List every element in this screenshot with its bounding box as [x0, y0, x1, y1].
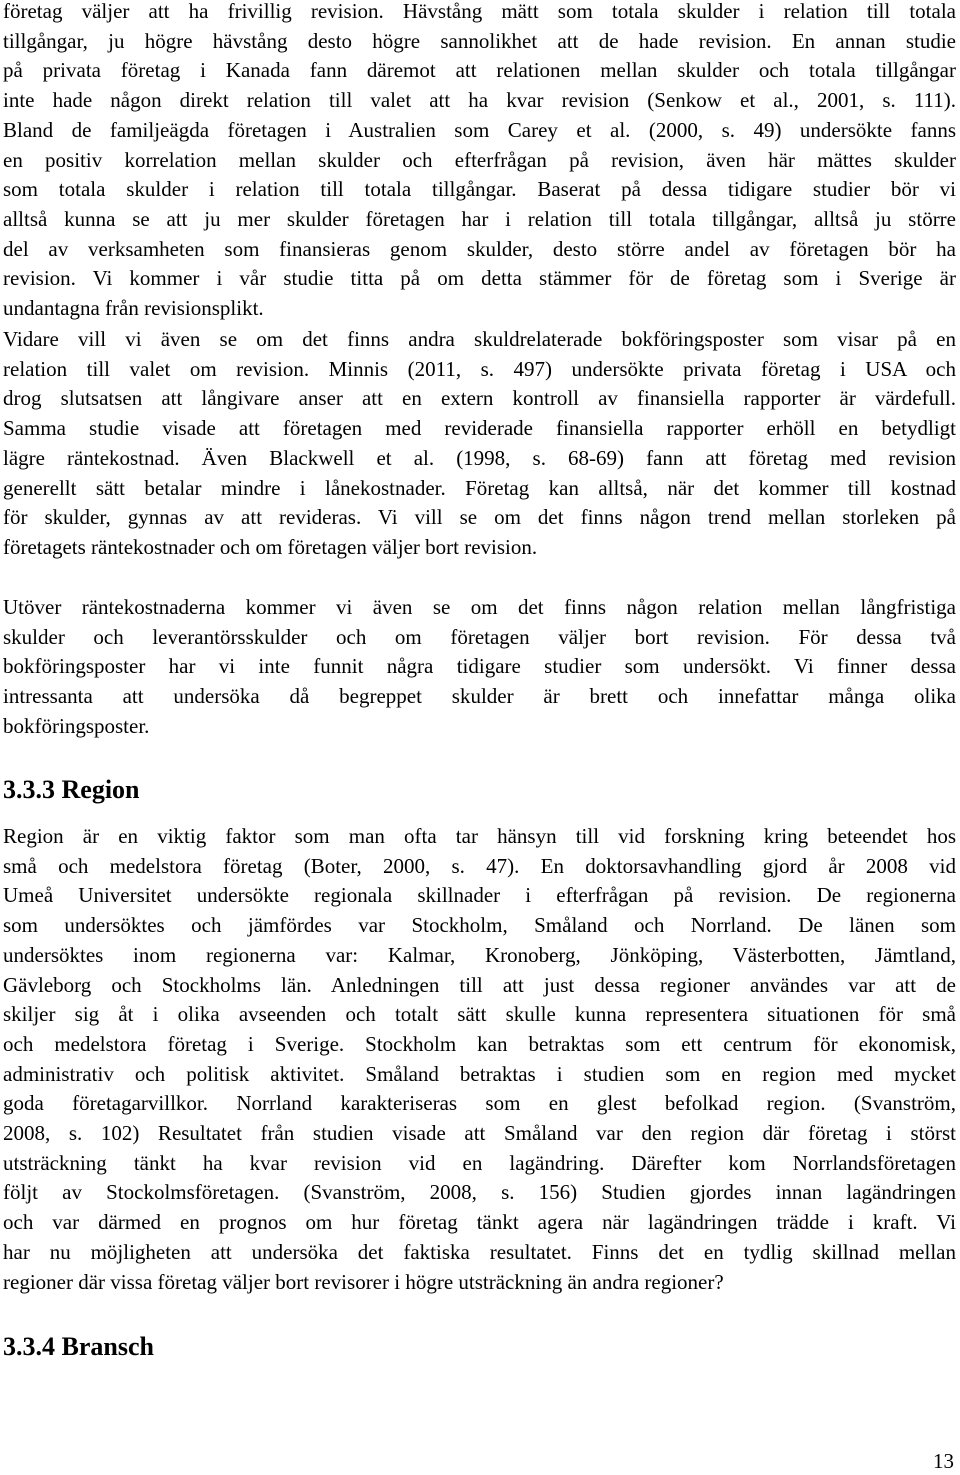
- text-line: företag väljer att ha frivillig revision. Hävstång mätt som totala skulder i relation till totala: [3, 0, 956, 23]
- text-line: regioner där vissa företag väljer bort revisorer i högre utsträckning än andra regioner?: [3, 1269, 724, 1294]
- text-line: relation till valet om revision. Minnis (2011, s. 497) undersökte privata företag i USA och: [3, 356, 956, 381]
- text-line: på privata företag i Kanada fann däremot att relationen mellan skulder och totala tillgångar: [3, 58, 956, 83]
- text-line: administrativ och politisk aktivitet. Småland betraktas i studien som en region med mycket: [3, 1061, 956, 1086]
- text-line: tillgångar, ju högre hävstång desto högre sannolikhet att de hade revision. En annan studie: [3, 28, 956, 53]
- text-line: och medelstora företag i Sverige. Stockholm kan betraktas som ett centrum för ekonomisk,: [3, 1031, 956, 1056]
- text-line: har nu möjligheten att undersöka det faktiska resultatet. Finns det en tydlig skillnad mellan: [3, 1239, 956, 1264]
- text-line: skulder och leverantörsskulder och om företagen väljer bort revision. För dessa två: [3, 624, 956, 649]
- text-line: Vidare vill vi även se om det finns andra skuldrelaterade bokföringsposter som visar på en: [3, 327, 956, 351]
- text-line: lägre räntekostnad. Även Blackwell et al. (1998, s. 68-69) fann att företag med revision: [3, 445, 956, 470]
- text-line: 2008, s. 102) Resultatet från studien visade att Småland var den region där företag i störst: [3, 1121, 956, 1146]
- text-line: alltså kunna se att ju mer skulder företagen har i relation till totala tillgångar, alltså ju större: [3, 206, 956, 231]
- text-line: utsträckning tänkt ha kvar revision vid en lagändring. Därefter kom Norrlandsföretagen: [3, 1150, 956, 1175]
- text-line: revision. Vi kommer i vår studie titta på om detta stämmer för de företag som i Sverige är: [3, 266, 956, 291]
- text-line: Region är en viktig faktor som man ofta tar hänsyn till vid forskning kring beteendet hos: [3, 824, 956, 848]
- text-line: drog slutsatsen att långivare anser att en extern kontroll av finansiella rapporter är värdefull.: [3, 386, 956, 411]
- text-line: som totala skulder i relation till totala tillgångar. Baserat på dessa tidigare studier bör vi: [3, 177, 956, 202]
- text-line: generellt sätt betalar mindre i lånekostnader. Företag kan alltså, när det kommer till kostnad: [3, 475, 956, 500]
- text-line: Gävleborg och Stockholms län. Anledningen till att just dessa regioner användes var att de: [3, 972, 956, 997]
- text-line: inte hade någon direkt relation till valet att ha kvar revision (Senkow et al., 2001, s. 111).: [3, 88, 956, 113]
- section-heading-region: 3.3.3 Region: [3, 775, 140, 804]
- text-line: för skulder, gynnas av att revideras. Vi vill se om det finns någon trend mellan storleken på: [3, 505, 956, 530]
- text-line: följt av Stockolmsföretagen. (Svanström, 2008, s. 156) Studien gjordes innan lagändringen: [3, 1180, 956, 1205]
- text-line: undantagna från revisionsplikt.: [3, 296, 264, 321]
- section-heading-bransch: 3.3.4 Bransch: [3, 1332, 154, 1361]
- text-line: bokföringsposter har vi inte funnit några tidigare studier som undersökt. Vi finner dessa: [3, 654, 956, 679]
- paragraph-skulder-studies: [3, 0, 956, 324]
- text-line: undersöktes inom regionerna var: Kalmar, Kronoberg, Jönköping, Västerbotten, Jämtland,: [3, 942, 956, 967]
- text-line: som undersöktes och jämfördes var Stockholm, Småland och Norrland. De länen som: [3, 913, 956, 938]
- text-line: goda företagarvillkor. Norrland karakteriseras som en glest befolkad region. (Svanström,: [3, 1091, 956, 1116]
- text-line: små och medelstora företag (Boter, 2000, s. 47). En doktorsavhandling gjord år 2008 vid: [3, 853, 956, 878]
- text-line: skiljer sig åt i olika avseenden och totalt sätt skulle kunna representera situationen för små: [3, 1002, 956, 1027]
- text-line: företagets räntekostnader och om företagen väljer bort revision.: [3, 534, 538, 559]
- text-line: bokföringsposter.: [3, 713, 150, 738]
- text-line: intressanta att undersöka då begreppet skulder är brett och innefattar många olika: [3, 684, 956, 709]
- text-line: en positiv korrelation mellan skulder och efterfrågan på revision, även här mättes skulder: [3, 147, 956, 172]
- text-line: och var därmed en prognos om hur företag tänkt agera när lagändringen trädde i kraft. Vi: [3, 1210, 956, 1235]
- paragraph-langfristiga-skulder: [3, 593, 956, 742]
- text-line: Samma studie visade att företagen med reviderade finansiella rapporter erhöll en betydligt: [3, 416, 956, 441]
- paragraph-rantekostnad: [3, 325, 956, 563]
- text-line: Bland de familjeägda företagen i Australien som Carey et al. (2000, s. 49) undersökte fanns: [3, 117, 956, 142]
- text-line: Utöver räntekostnaderna kommer vi även se om det finns någon relation mellan långfristiga: [3, 595, 956, 619]
- text-line: Umeå Universitet undersökte regionala skillnader i efterfrågan på revision. De regionerna: [3, 883, 956, 908]
- page-number: 13: [933, 1449, 954, 1473]
- text-line: del av verksamheten som finansieras genom skulder, desto större andel av företagen bör ha: [3, 236, 956, 261]
- paragraph-region: [3, 822, 956, 1297]
